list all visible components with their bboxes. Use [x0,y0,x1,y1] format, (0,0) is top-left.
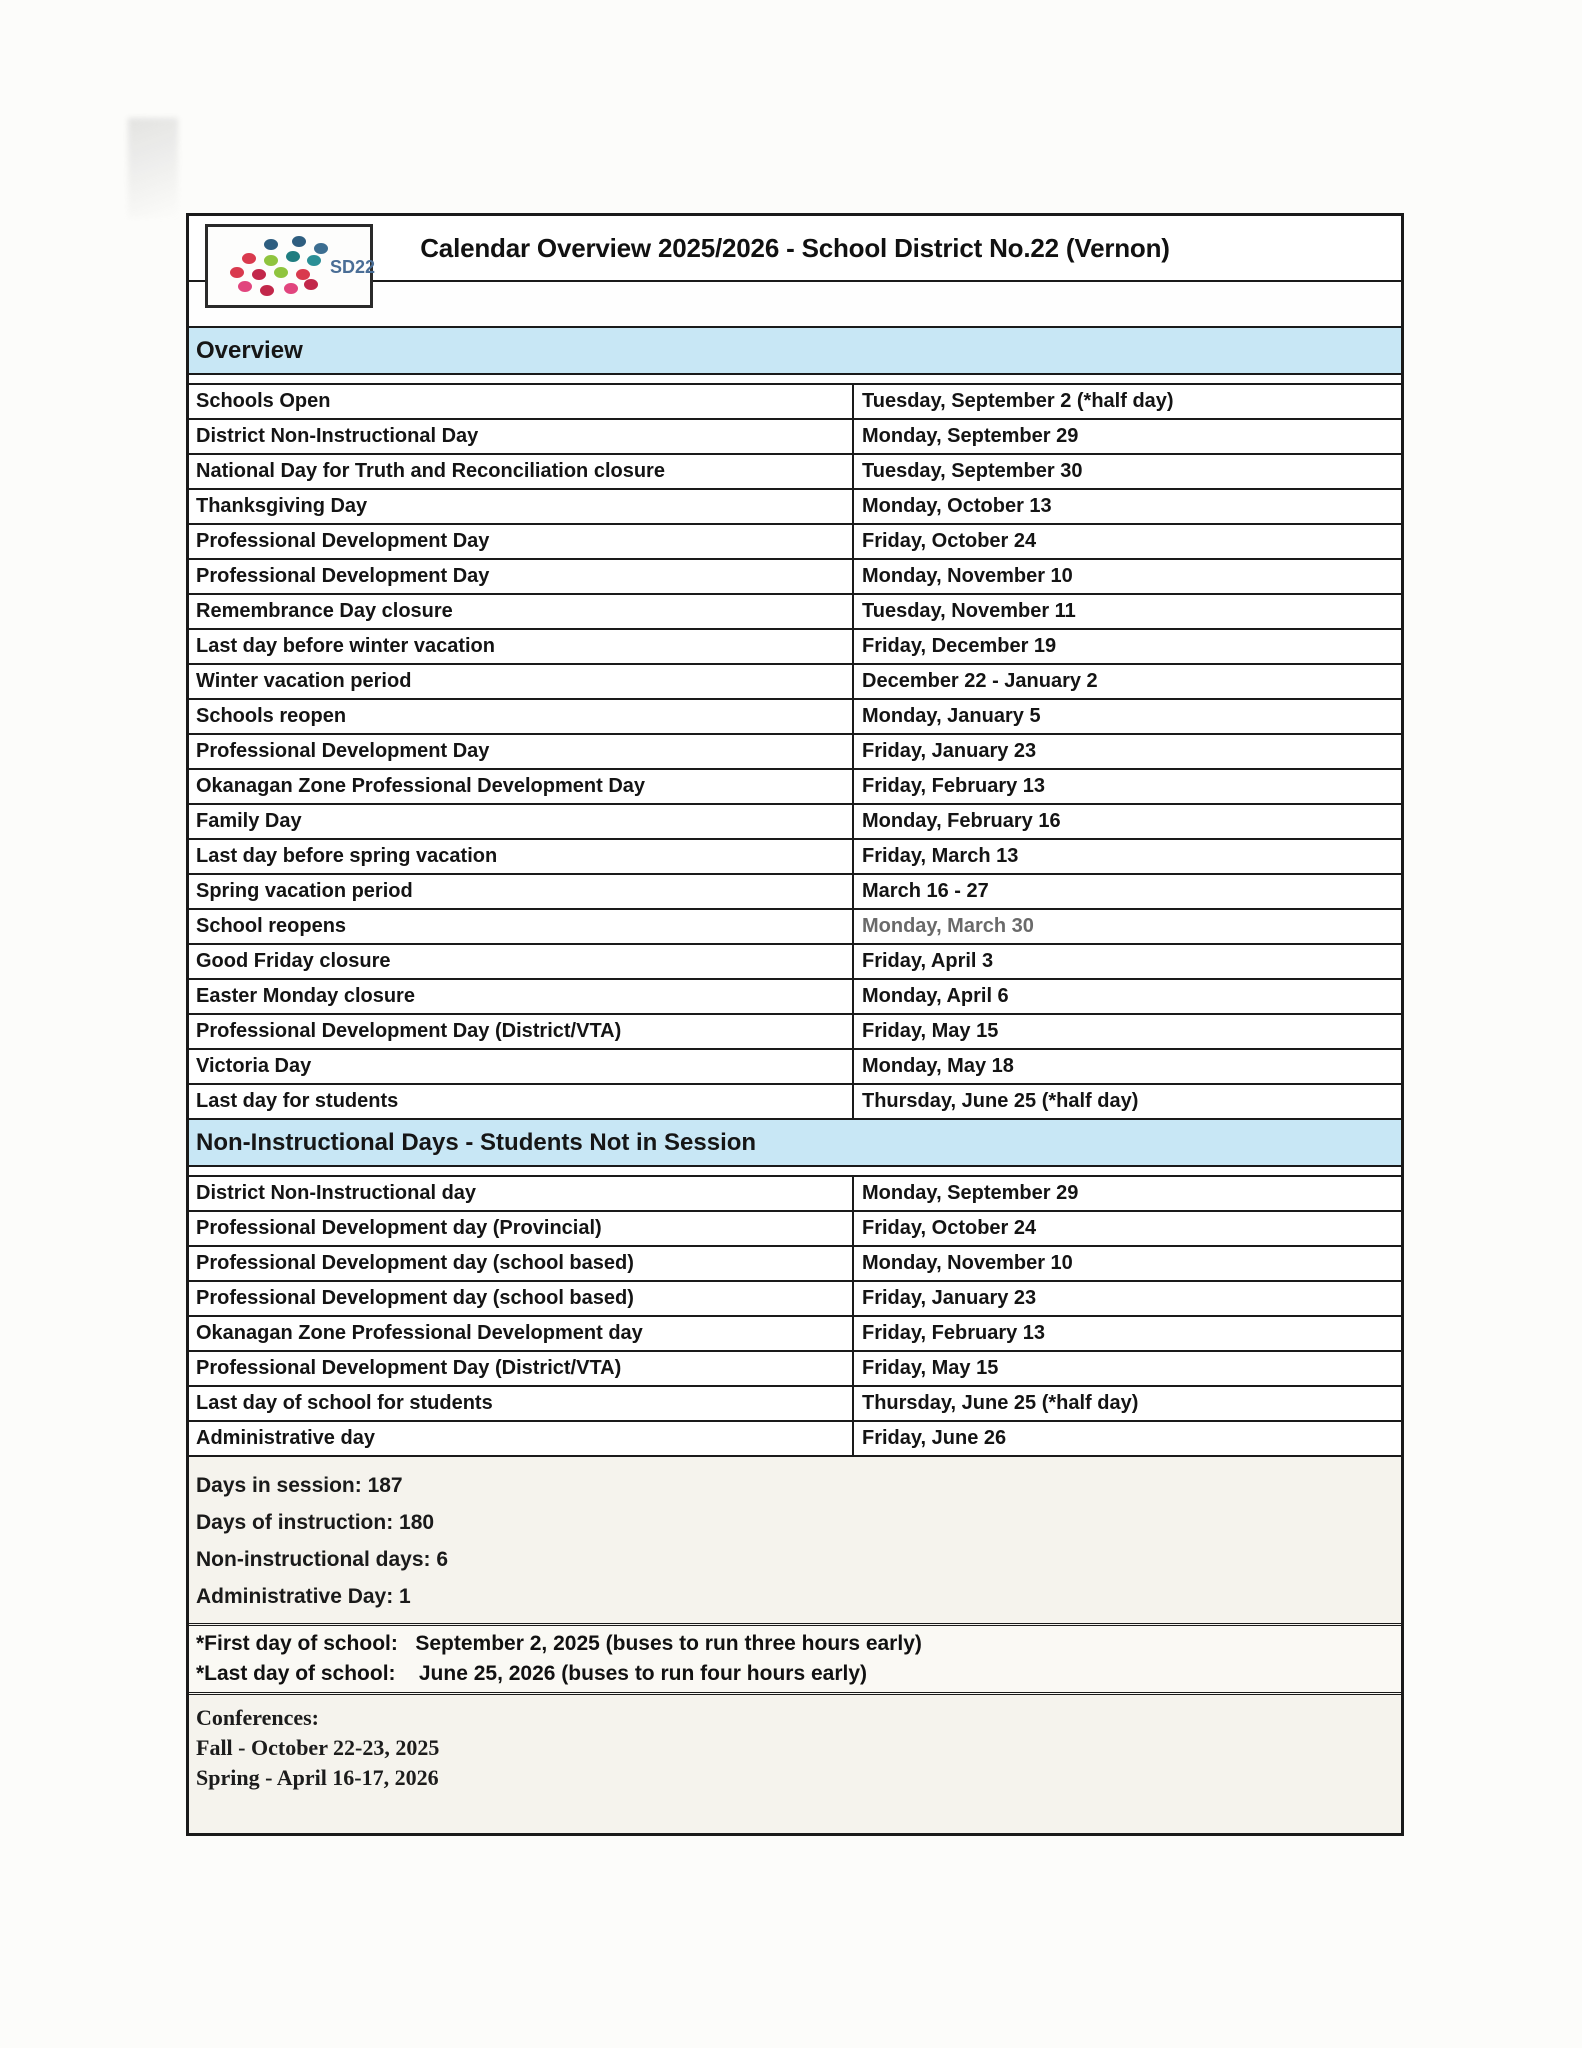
logo-dot-icon [252,269,266,280]
table-row [189,525,1401,560]
table-row [189,490,1401,525]
conference-line: Fall - October 22-23, 2025 [196,1735,440,1760]
section-header-overview: Overview [189,328,1401,375]
section-header-non-instructional: Non-Instructional Days - Students Not in Session [189,1120,1401,1167]
event-date: Friday, December 19 [862,635,1057,657]
event-label: District Non-Instructional Day [189,420,854,453]
event-label: Last day before spring vacation [189,840,854,873]
table-row [189,805,1401,840]
event-date: Monday, September 29 [862,1182,1079,1204]
table-row [189,910,1401,945]
event-label: Professional Development day (school based) [189,1247,854,1280]
event-date: Monday, October 13 [862,495,1052,517]
section-gap [189,375,1401,385]
table-row [189,1387,1401,1422]
bus-note-line: *First day of school: September 2, 2025 (buses to run three hours early) [196,1632,922,1655]
event-date: Friday, April 3 [862,950,994,972]
event-label: Winter vacation period [189,665,854,698]
event-label: Thanksgiving Day [189,490,854,523]
event-label: Professional Development day (Provincial) [189,1212,854,1245]
event-label: Spring vacation period [189,875,854,908]
event-date: Monday, January 5 [862,705,1041,727]
event-label: Schools reopen [189,700,854,733]
logo-dot-icon [264,239,278,250]
logo-dot-icon [264,255,278,266]
logo-dot-icon [307,255,321,266]
table-row [189,1422,1401,1457]
logo-dot-icon [238,281,252,292]
logo-dot-icon [242,253,256,264]
page-title: Calendar Overview 2025/2026 - School District No.22 (Vernon) [420,233,1170,263]
event-label: Administrative day [189,1422,854,1455]
logo-dot-icon [292,236,306,247]
table-row [189,595,1401,630]
logo-text: SD22 [330,257,376,277]
event-label: Easter Monday closure [189,980,854,1013]
event-date: Monday, May 18 [862,1055,1014,1077]
event-date: Tuesday, September 2 (*half day) [862,390,1174,412]
event-label: Victoria Day [189,1050,854,1083]
event-date: Friday, May 15 [862,1357,999,1379]
event-date: Monday, March 30 [862,915,1034,937]
table-row [189,980,1401,1015]
table-row [189,1352,1401,1387]
event-label: National Day for Truth and Reconciliation closure [189,455,854,488]
table-row [189,560,1401,595]
table-row [189,665,1401,700]
sd22-logo [205,224,376,308]
table-row [189,840,1401,875]
table-row [189,735,1401,770]
table-row [189,945,1401,980]
event-date: Friday, February 13 [862,775,1046,797]
summary-line: Days of instruction: 180 [196,1511,435,1534]
event-date: Monday, February 16 [862,810,1061,832]
logo-dot-icon [274,267,288,278]
bus-note-line: *Last day of school: June 25, 2026 (buses to run four hours early) [196,1662,867,1685]
table-row [189,1050,1401,1085]
event-date: December 22 - January 2 [862,670,1098,692]
event-date: Monday, April 6 [862,985,1009,1007]
event-date: Monday, September 29 [862,425,1079,447]
logo-dot-icon [230,267,244,278]
table-row [189,630,1401,665]
summary-line: Days in session: 187 [196,1474,403,1497]
event-label: Professional Development Day (District/VTA) [189,1015,854,1048]
summary-line: Non-instructional days: 6 [196,1548,449,1571]
event-date: Tuesday, November 11 [862,600,1076,622]
event-label: District Non-Instructional day [189,1177,854,1210]
logo-dot-icon [284,283,298,294]
scan-artifact [128,118,178,218]
event-label: Professional Development Day [189,735,854,768]
event-label: Good Friday closure [189,945,854,978]
event-label: Last day before winter vacation [189,630,854,663]
event-label: Professional Development day (school based) [189,1282,854,1315]
conference-line: Conferences: [196,1705,319,1730]
event-date: Friday, February 13 [862,1322,1046,1344]
event-label: Professional Development Day [189,560,854,593]
event-label: Remembrance Day closure [189,595,854,628]
conferences-block [189,1695,1401,1833]
event-date: Friday, October 24 [862,1217,1037,1239]
logo-dot-icon [314,243,328,254]
conference-line: Spring - April 16-17, 2026 [196,1765,439,1790]
table-row [189,420,1401,455]
event-label: Okanagan Zone Professional Development Day [189,770,854,803]
section-gap [189,1167,1401,1177]
event-date: Friday, October 24 [862,530,1037,552]
logo-dot-icon [260,285,274,296]
table-row [189,385,1401,420]
overview-rows [189,385,1401,1120]
event-label: Professional Development Day [189,525,854,558]
event-date: Thursday, June 25 (*half day) [862,1090,1139,1112]
summary-line: Administrative Day: 1 [196,1585,411,1608]
table-row [189,1317,1401,1352]
event-label: Schools Open [189,385,854,418]
event-date: Friday, May 15 [862,1020,999,1042]
table-row [189,770,1401,805]
event-date: Thursday, June 25 (*half day) [862,1392,1139,1414]
event-label: Last day for students [189,1085,854,1118]
calendar-table [186,213,1404,1836]
summary-block [189,1457,1401,1626]
event-date: Monday, November 10 [862,565,1073,587]
event-label: Family Day [189,805,854,838]
event-label: Professional Development Day (District/VTA) [189,1352,854,1385]
table-row [189,875,1401,910]
event-date: Friday, January 23 [862,1287,1037,1309]
event-date: Friday, January 23 [862,740,1037,762]
event-label: School reopens [189,910,854,943]
table-row [189,1282,1401,1317]
logo-dot-icon [286,251,300,262]
event-date: Friday, March 13 [862,845,1019,867]
logo-dot-icon [304,279,318,290]
table-row [189,455,1401,490]
event-label: Okanagan Zone Professional Development day [189,1317,854,1350]
event-date: Tuesday, September 30 [862,460,1083,482]
event-label: Last day of school for students [189,1387,854,1420]
table-row [189,1015,1401,1050]
table-row [189,1212,1401,1247]
table-row [189,1247,1401,1282]
event-date: Monday, November 10 [862,1252,1073,1274]
event-date: Friday, June 26 [862,1427,1007,1449]
table-row [189,1085,1401,1120]
table-row [189,1177,1401,1212]
non-instructional-rows [189,1177,1401,1457]
bus-notes-block [189,1626,1401,1695]
table-row [189,700,1401,735]
event-date: March 16 - 27 [862,880,989,902]
